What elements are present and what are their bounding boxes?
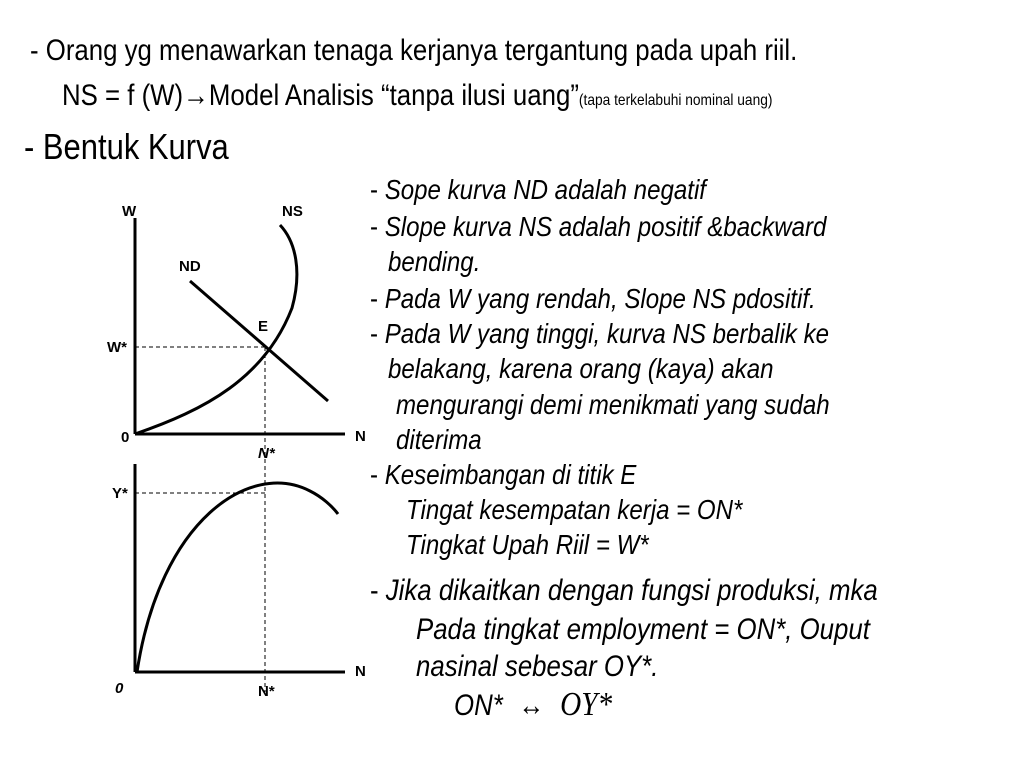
bullet-real-wage: Tingkat Upah Riil = W* (406, 529, 649, 560)
labor-employment-eq-label: N* (258, 445, 275, 462)
bullet-production-cont-1: Pada tingkat employment = ON*, Ouput (416, 613, 870, 646)
bullet-high-wage: - Pada W yang tinggi, kurva NS berbalik ke (370, 318, 830, 349)
bullet-slope-nd: - Sope kurva ND adalah negatif (370, 174, 706, 205)
output-eq-label: Y* (112, 485, 128, 502)
section-title (24, 126, 262, 168)
section-title-text: - Bentuk Kurva (24, 126, 229, 167)
production-employment-eq-label: N* (258, 683, 275, 700)
labor-market-chart (107, 203, 366, 692)
demand-curve-nd (190, 281, 328, 401)
header-line-1-text: - Orang yg menawarkan tenaga kerjanya tergantung pada upah riil. (30, 34, 798, 67)
production-function-curve (137, 483, 338, 672)
relation-line (454, 686, 638, 724)
supply-curve-label: NS (282, 203, 303, 220)
bullet-high-wage-cont-1: belakang, karena orang (kaya) akan (388, 353, 774, 384)
production-origin-label: 0 (115, 680, 124, 697)
labor-x-axis-label: N (355, 428, 366, 445)
equilibrium-label: E (258, 318, 269, 335)
supply-curve-ns (135, 225, 297, 434)
relation-right: OY* (560, 686, 613, 723)
bullet-slope-ns: - Slope kurva NS adalah positif &backward (370, 211, 827, 242)
header-line-2-main: NS = f (W)→Model Analisis “tanpa ilusi uang” (62, 79, 579, 112)
bullet-slope-ns-cont: bending. (388, 246, 481, 277)
bullet-low-wage: - Pada W yang rendah, Slope NS pdositif. (370, 283, 816, 314)
bullet-high-wage-cont-3: diterima (396, 424, 482, 455)
bullet-employment-level: Tingat kesempatan kerja = ON* (406, 494, 743, 525)
demand-curve-label: ND (179, 258, 201, 275)
production-x-axis-label: N (355, 663, 366, 680)
bullet-high-wage-cont-2: mengurangi demi menikmati yang sudah (396, 389, 830, 420)
labor-origin-label: 0 (121, 429, 130, 446)
relation-left: ON* (454, 689, 503, 722)
header-line-2 (62, 79, 888, 113)
bullet-production: - Jika dikaitkan dengan fungsi produksi, mka (370, 574, 878, 607)
bullet-production-cont-2: nasinal sebesar OY*. (416, 650, 659, 683)
wage-eq-label: W* (107, 339, 127, 356)
header-line-2-note: (tapa terkelabuhi nominal uang) (578, 92, 773, 109)
production-chart (112, 464, 366, 700)
labor-y-axis-label: W (122, 203, 137, 220)
relation-arrow: ↔ (518, 689, 545, 722)
bullet-equilibrium: - Keseimbangan di titik E (370, 459, 637, 490)
header-line-1 (30, 34, 922, 68)
